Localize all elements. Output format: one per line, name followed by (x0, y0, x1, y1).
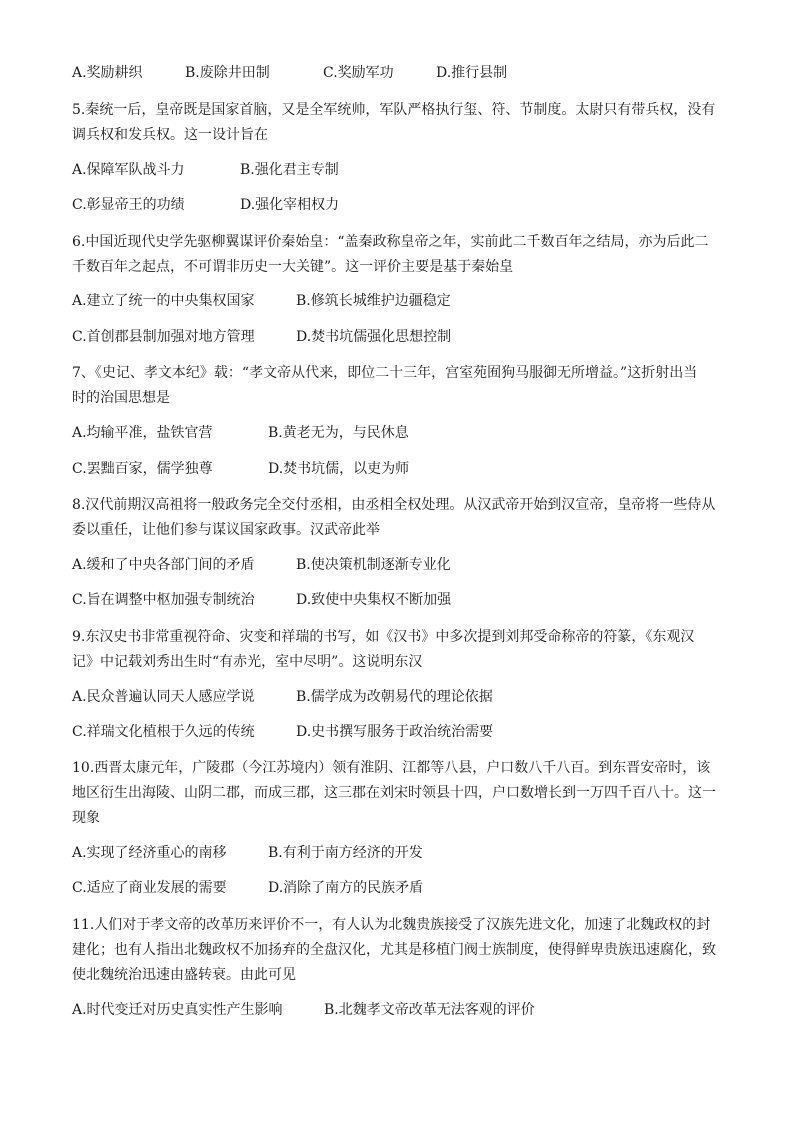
q10-stem-line-2: 地区衍生出海陵、山阴二郡，而成三郡，这三郡在刘宋时领县十四，户口数增长到一万四千百八十。这一 (72, 785, 716, 801)
q10-stem-line-3: 现象 (72, 810, 100, 826)
q6-stem-line-2: 千数百年之起点，不可谓非历史一大关键”。这一评价主要是基于秦始皇 (72, 259, 514, 275)
q6-option-d: D.焚书坑儒强化思想控制 (296, 329, 452, 345)
q8-stem-line-2: 委以重任，让他们参与谋议国家政事。汉武帝此举 (72, 522, 380, 538)
q11-stem-line-1: 11.人们对于孝文帝的改革历来评价不一，有人认为北魏贵族接受了汉族先进文化，加速了北魏政权的封 (72, 917, 711, 933)
q8-option-a: A.缓和了中央各部门间的矛盾 (72, 557, 255, 573)
q7-stem-line-1: 7、《史记、孝文本纪》载：“孝文帝从代来，即位二十三年，宫室苑囿狗马服御无所增益。”这折射出当 (72, 365, 698, 381)
q8-stem-line-1: 8.汉代前期汉高祖将一般政务完全交付丞相，由丞相全权处理。从汉武帝开始到汉宣帝，皇帝将一些侍从 (72, 497, 716, 513)
q11-stem-line-2: 建化；也有人指出北魏政权不加扬弃的全盘汉化，尤其是移植门阀士族制度，使得鲜卑贵族迅速腐化，致 (72, 942, 716, 958)
q10-option-b: B.有利于南方经济的开发 (268, 845, 423, 861)
q7-stem-line-2: 时的治国思想是 (72, 390, 170, 406)
q7-option-d: D.焚书坑儒，以吏为师 (268, 461, 410, 477)
q7-option-a: A.均输平准，盐铁官营 (72, 425, 213, 441)
q9-option-b: B.儒学成为改朝易代的理论依据 (296, 689, 493, 705)
q8-option-c: C.旨在调整中枢加强专制统治 (72, 592, 255, 608)
q9-option-d: D.史书撰写服务于政治统治需要 (296, 724, 494, 740)
q5-stem-line-1: 5.秦统一后，皇帝既是国家首脑，又是全军统帅，军队严格执行玺、符、节制度。太尉只有带兵权，没有 (72, 102, 716, 118)
q5-option-b: B.强化君主专制 (240, 162, 339, 178)
q10-option-c: C.适应了商业发展的需要 (72, 880, 227, 896)
q6-option-c: C.首创郡县制加强对地方管理 (72, 329, 255, 345)
q6-stem-line-1: 6.中国近现代史学先驱柳翼谋评价秦始皇：“盖秦政称皇帝之年，实前此二千数百年之结局，亦为后此二 (72, 234, 709, 250)
q6-option-b: B.修筑长城维护边疆稳定 (296, 293, 451, 309)
q8-option-d: D.致使中央集权不断加强 (296, 592, 452, 608)
q11-stem-line-3: 使北魏统治迅速由盛转衰。由此可见 (72, 967, 296, 983)
q11-option-b: B.北魏孝文帝改革无法客观的评价 (324, 1002, 535, 1018)
q9-option-a: A.民众普遍认同天人感应学说 (72, 689, 255, 705)
q9-option-c: C.祥瑞文化植根于久远的传统 (72, 724, 255, 740)
q4-option-a: A.奖励耕织 (72, 65, 143, 81)
q5-option-a: A.保障军队战斗力 (72, 162, 185, 178)
q8-option-b: B.使决策机制逐渐专业化 (296, 557, 451, 573)
q5-stem-line-2: 调兵权和发兵权。这一设计旨在 (72, 127, 268, 143)
q4-option-b: B.废除井田制 (185, 65, 270, 81)
q9-stem-line-2: 记》中记载刘秀出生时“有赤光，室中尽明”。这说明东汉 (72, 654, 423, 670)
q4-option-c: C.奖励军功 (323, 65, 394, 81)
q10-stem-line-1: 10.西晋太康元年，广陵郡（今江苏境内）领有淮阴、江都等八县，户口数八千八百。到东晋安帝时，该 (72, 760, 711, 776)
q4-option-d: D.推行县制 (436, 65, 508, 81)
q5-option-d: D.强化宰相权力 (240, 197, 340, 213)
q5-option-c: C.彰显帝王的功绩 (72, 197, 185, 213)
q9-stem-line-1: 9.东汉史书非常重视符命、灾变和祥瑞的书写，如《汉书》中多次提到刘邦受命称帝的符篆，《东观汉 (72, 629, 695, 645)
q6-option-a: A.建立了统一的中央集权国家 (72, 293, 255, 309)
q11-option-a: A.时代变迁对历史真实性产生影响 (72, 1002, 283, 1018)
q7-option-b: B.黄老无为，与民休息 (268, 425, 409, 441)
q7-option-c: C.罢黜百家，儒学独尊 (72, 461, 213, 477)
q10-option-a: A.实现了经济重心的南移 (72, 845, 227, 861)
q10-option-d: D.消除了南方的民族矛盾 (268, 880, 424, 896)
